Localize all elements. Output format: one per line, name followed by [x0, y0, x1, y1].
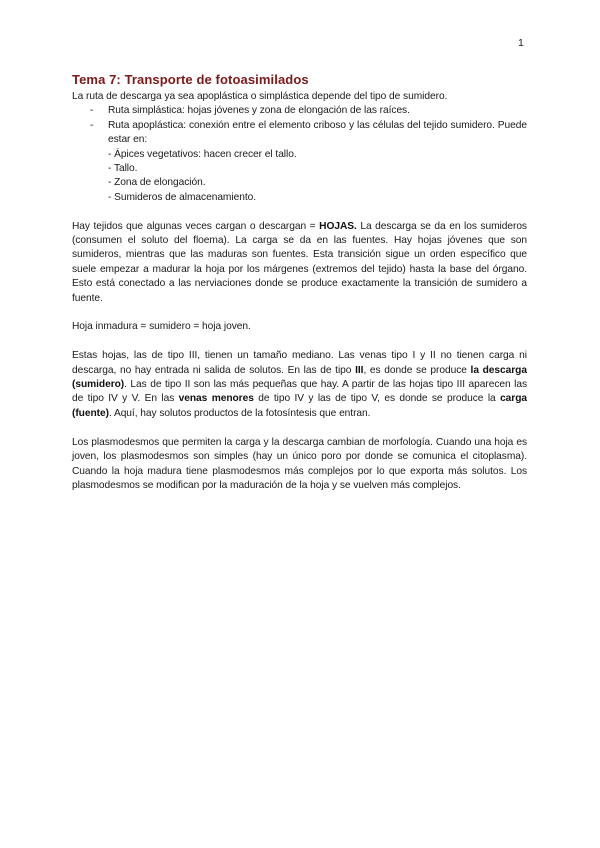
- leaves-text-after: La descarga se da en los sumideros (consumen el soluto del floema). La carga se da en las fuentes. Hay hojas jóvenes que son sumideros, mientras que las maduras son fuentes. Esta transición sigue un orden específico que suele empezar a madurar la hoja por los márgenes (extremos del tejido) hasta la base del órgano. Esto está conectado a las nerviaciones donde se produce exactamente la transición de sumidero a fuente.: [72, 220, 527, 304]
- list-item: - Ápices vegetativos: hacen crecer el tallo.: [108, 148, 297, 160]
- list-item: [72, 119, 527, 148]
- veins-text-3: . Las de tipo II son las más pequeñas que hay. A partir de las hojas tipo III aparecen las de tipo IV y V. En las: [72, 379, 527, 405]
- list-item: - Zona de elongación.: [108, 177, 206, 189]
- veins-text-2: , es donde se produce: [363, 364, 471, 376]
- leaves-bold-term: HOJAS.: [319, 220, 357, 232]
- route-simplastic-text: Ruta simplástica: hojas jóvenes y zona de elongación de las raíces.: [108, 105, 410, 117]
- veins-bold-1: III: [355, 364, 364, 376]
- leaves-paragraph: [72, 220, 527, 306]
- list-item: - Sumideros de almacenamiento.: [108, 191, 256, 203]
- list-item: - Tallo.: [108, 163, 138, 175]
- veins-bold-3: venas menores: [178, 393, 254, 405]
- veins-bold-4: carga (fuente): [72, 393, 527, 419]
- veins-text-4: de tipo IV y las de tipo V, es donde se produce la: [253, 393, 501, 405]
- paragraph-gap: [72, 421, 527, 435]
- page-number: 1: [518, 37, 524, 49]
- list-dash: -: [90, 105, 94, 117]
- veins-text-1: Estas hojas, las de tipo III, tienen un tamaño mediano. Las venas tipo I y II no tienen carga ni descarga, no hay entrada ni salida de solutos. En las de tipo: [72, 350, 527, 376]
- page-title: Tema 7: Transporte de fotoasimilados: [72, 72, 309, 87]
- document-body: [72, 72, 527, 493]
- list-item: [72, 104, 527, 118]
- paragraph-gap: [72, 205, 527, 219]
- definition-line: Hoja inmadura = sumidero = hoja joven.: [72, 321, 251, 333]
- paragraph-gap: [72, 306, 527, 320]
- route-apoplastic-text: Ruta apoplástica: conexión entre el elemento criboso y las células del tejido sumidero. Puede estar en:: [108, 119, 527, 146]
- plasmodesmata-paragraph: Los plasmodesmos que permiten la carga y la descarga cambian de morfología. Cuando una hoja es joven, los plasmodesmos son simples (hay un único poro por donde se comunica el citoplasma). Cuando la hoja madura tiene plasmodesmos más complejos por lo que exporta más solutos. Los plasmodesmos se modifican por la maduración de la hoja y se vuelven más complejos.: [72, 436, 527, 491]
- intro-paragraph: La ruta de descarga ya sea apoplástica o simplástica depende del tipo de sumidero.: [72, 91, 448, 102]
- veins-text-5: . Aquí, hay solutos productos de la fotosíntesis que entran.: [108, 407, 371, 419]
- apoplastic-sites-list: [72, 148, 527, 206]
- veins-bold-2: la descarga (sumidero): [72, 364, 527, 391]
- route-list: [72, 104, 527, 147]
- list-dash: -: [90, 119, 94, 131]
- leaves-text-before: Hay tejidos que algunas veces cargan o descargan =: [72, 220, 320, 232]
- paragraph-gap: [72, 335, 527, 349]
- veins-paragraph: [72, 349, 527, 421]
